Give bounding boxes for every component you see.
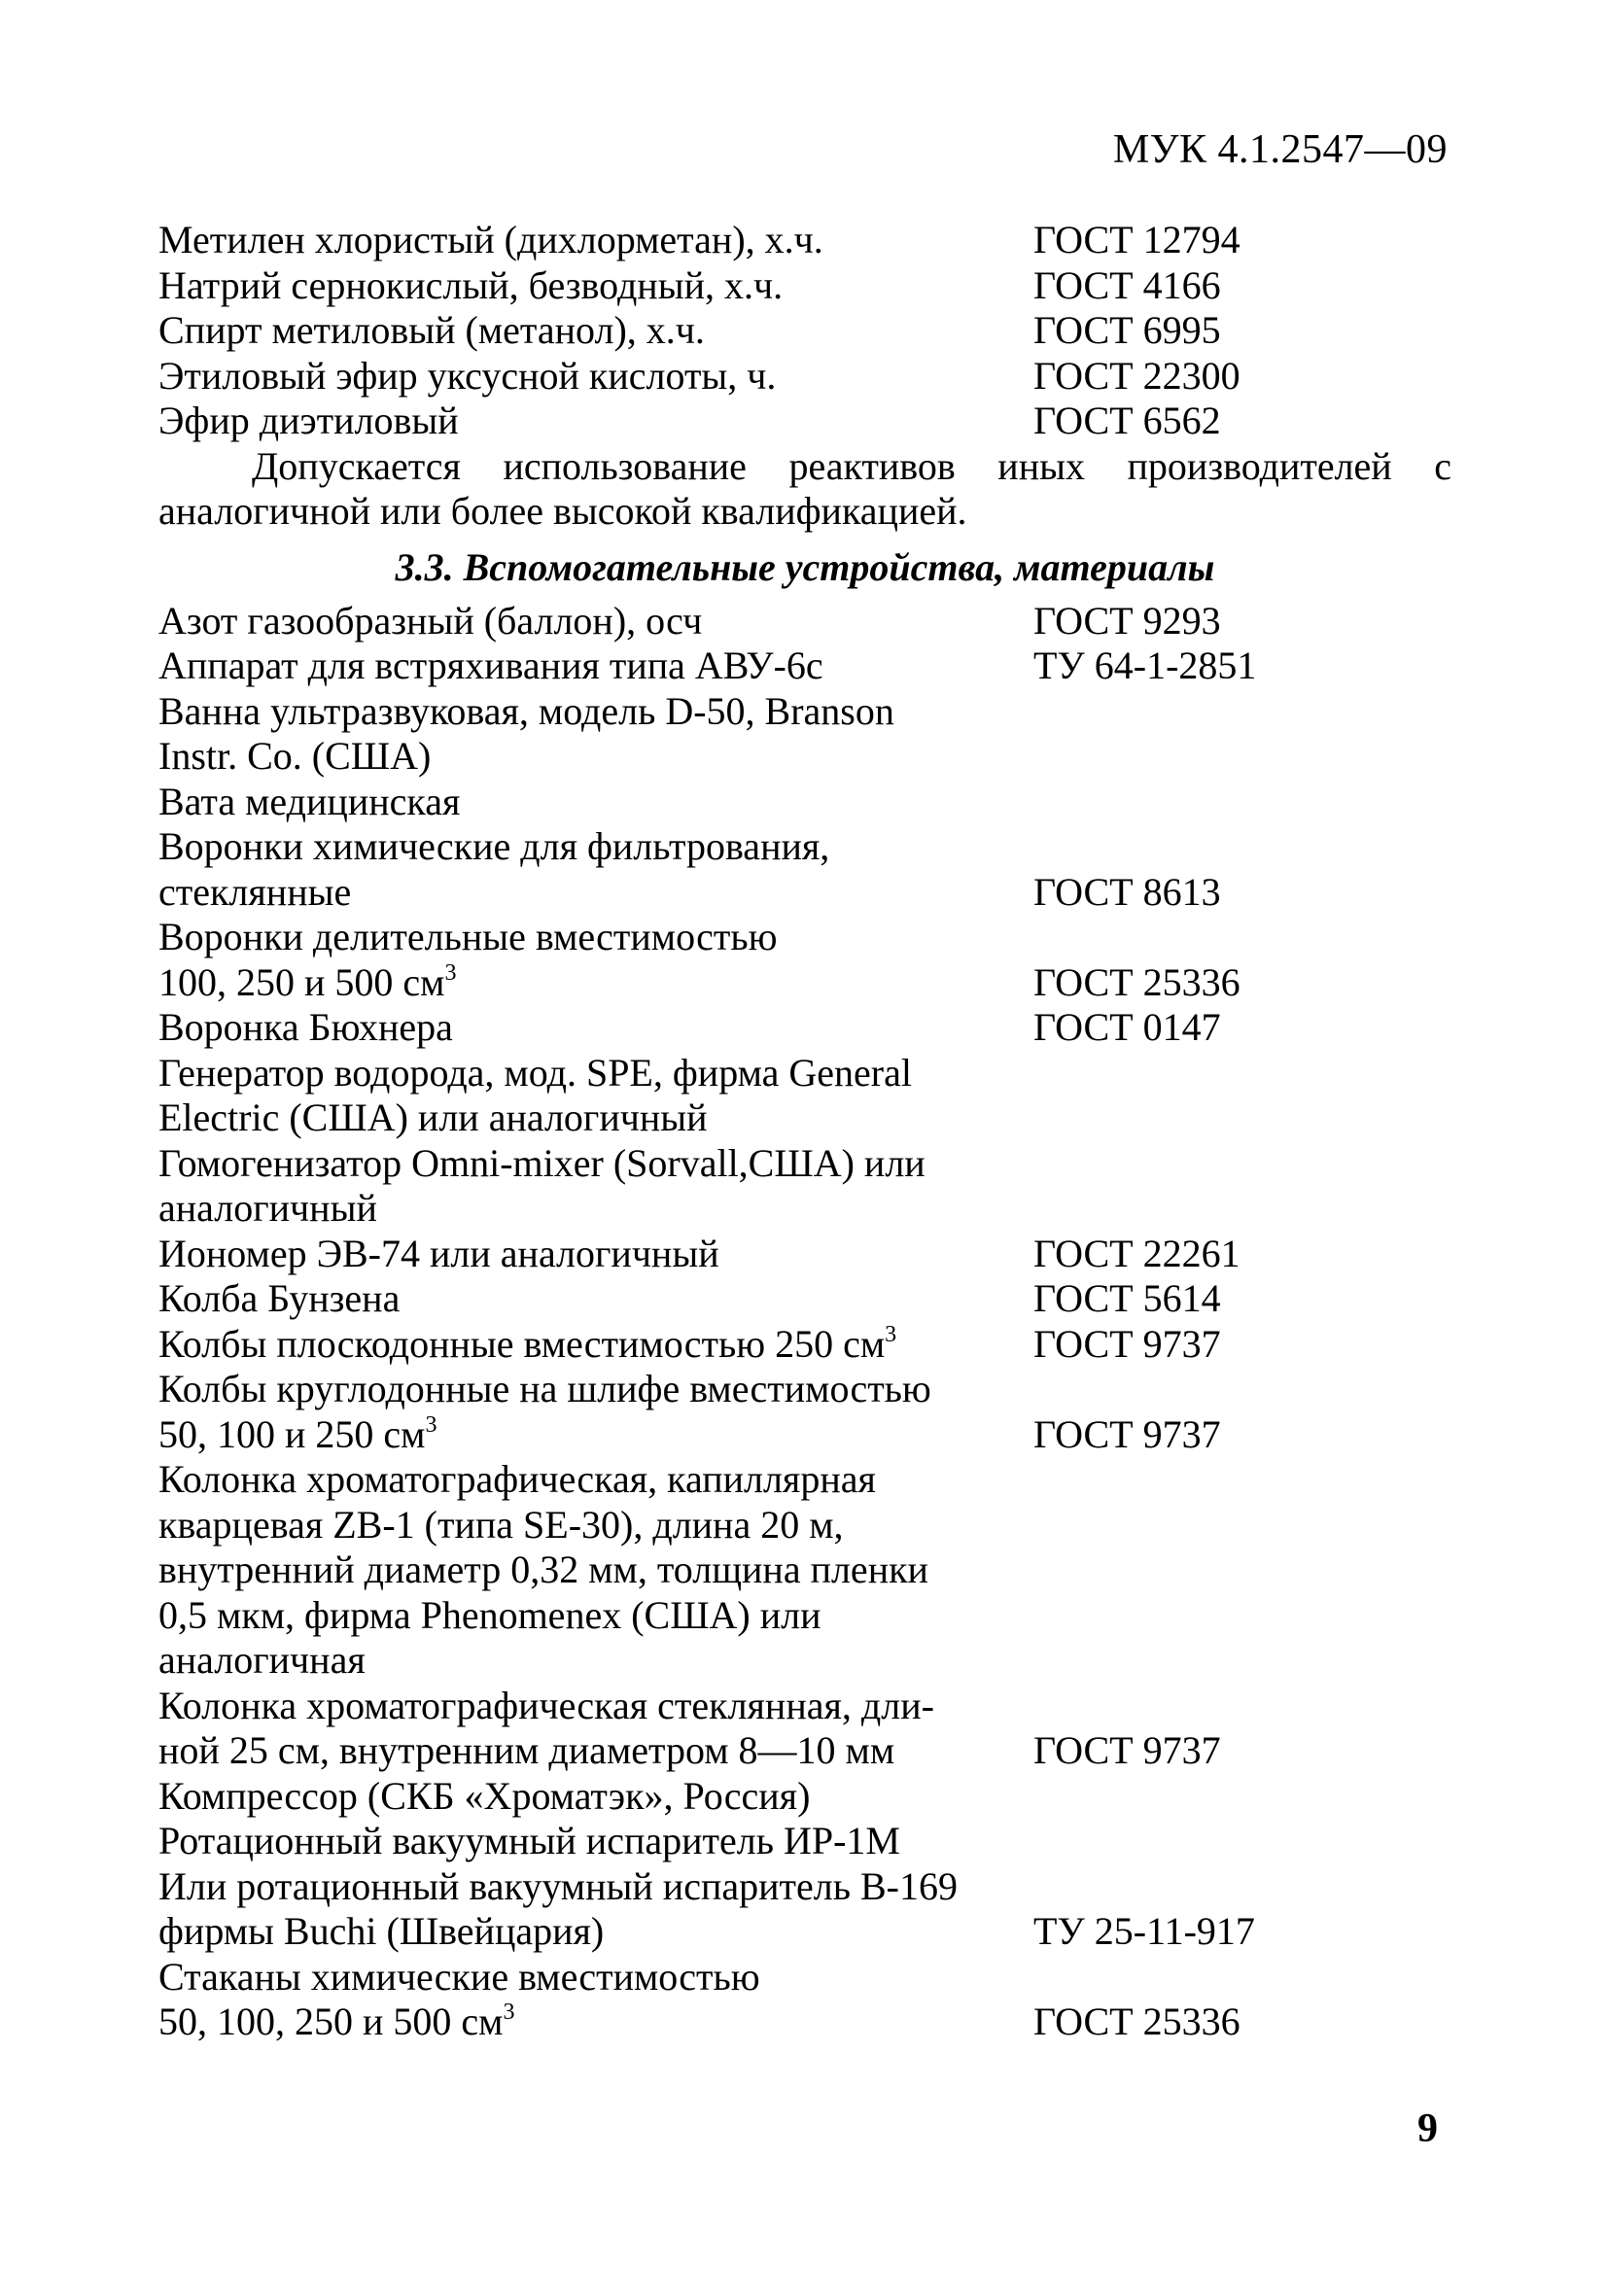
- item-name: Компрессор (СКБ «Хроматэк», Россия): [158, 1773, 811, 1818]
- unit-superscript: 3: [425, 1411, 437, 1438]
- list-item-continuation: [158, 1728, 1451, 1774]
- item-standard: ГОСТ 12794: [1033, 218, 1240, 261]
- list-item: [158, 1232, 1451, 1277]
- list-item: [158, 1005, 1451, 1051]
- list-item-continuation: [158, 960, 1451, 1006]
- item-standard: ТУ 25-11-917: [1033, 1909, 1255, 1953]
- item-name: Колонка хроматографическая стеклянная, дли-: [158, 1683, 934, 1727]
- item-name: Иономер ЭВ-74 или аналогичный: [158, 1231, 719, 1275]
- list-item: [158, 1819, 1451, 1864]
- item-name: внутренний диаметр 0,32 мм, толщина пленки: [158, 1548, 928, 1591]
- list-item: [158, 689, 1451, 735]
- item-standard: ГОСТ 25336: [1033, 959, 1240, 1004]
- list-item-continuation: [158, 1412, 1451, 1458]
- reagents-list: [158, 218, 1451, 2045]
- list-item-continuation: [158, 1548, 1451, 1593]
- item-name: фирмы Buchi (Швейцария): [158, 1909, 605, 1953]
- list-item: [158, 1322, 1451, 1368]
- item-name: Instr. Co. (США): [158, 734, 432, 778]
- item-name: Колбы круглодонные на шлифе вместимостью: [158, 1367, 931, 1410]
- item-standard: ГОСТ 6995: [1033, 308, 1221, 352]
- list-item-continuation: [158, 734, 1451, 780]
- item-name: Натрий сернокислый, безводный, х.ч.: [158, 262, 784, 307]
- list-item: [158, 780, 1451, 825]
- list-item: [158, 1684, 1451, 1729]
- list-item: [158, 824, 1451, 870]
- list-item: [158, 308, 1451, 354]
- item-name: Спирт метиловый (метанол), х.ч.: [158, 308, 705, 352]
- list-item: [158, 915, 1451, 960]
- item-standard: ТУ 64-1-2851: [1033, 644, 1257, 687]
- list-item-continuation: [158, 1593, 1451, 1639]
- item-name: аналогичный: [158, 1186, 377, 1230]
- list-item-continuation: [158, 1909, 1451, 1955]
- item-name: аналогичная: [158, 1638, 366, 1682]
- list-item: [158, 1141, 1451, 1187]
- item-standard: ГОСТ 8613: [1033, 869, 1221, 914]
- list-item: [158, 399, 1451, 444]
- list-item: [158, 1457, 1451, 1503]
- item-name: Метилен хлористый (дихлорметан), х.ч.: [158, 218, 823, 261]
- list-item: [158, 599, 1451, 644]
- item-name: кварцевая ZB-1 (типа SE-30), длина 20 м,: [158, 1502, 844, 1547]
- item-name: ной 25 см, внутренним диаметром 8—10 мм: [158, 1728, 895, 1772]
- item-name: Генератор водорода, мод. SPE, фирма General: [158, 1050, 912, 1095]
- item-name: стеклянные: [158, 869, 352, 914]
- item-name: 50, 100, 250 и 500 $см^3$: [158, 2000, 515, 2043]
- item-name: Стаканы химические вместимостью: [158, 1954, 760, 1999]
- item-standard: ГОСТ 4166: [1033, 262, 1221, 307]
- item-name: 100, 250 и 500 $см^3$: [158, 959, 457, 1004]
- list-item-continuation: [158, 1186, 1451, 1232]
- item-standard: ГОСТ 9293: [1033, 598, 1221, 643]
- item-name: Electric (США) или аналогичный: [158, 1096, 708, 1139]
- list-item-continuation: [158, 870, 1451, 916]
- document-code: МУК 4.1.2547—09: [1112, 127, 1448, 172]
- item-name: Вата медицинская: [158, 779, 461, 823]
- list-item: [158, 1276, 1451, 1322]
- item-name: 50, 100 и 250 $см^3$: [158, 1411, 437, 1456]
- list-item-continuation: [158, 1096, 1451, 1141]
- item-name: Азот газообразный (баллон), осч: [158, 598, 703, 643]
- item-name: Колба Бунзена: [158, 1276, 401, 1320]
- item-standard: ГОСТ 22300: [1033, 353, 1240, 398]
- unit-superscript: 3: [503, 2000, 515, 2025]
- item-standard: ГОСТ 9737: [1033, 1728, 1221, 1772]
- equipment-list: [158, 599, 1451, 2045]
- item-standard: ГОСТ 9737: [1033, 1321, 1221, 1366]
- item-name: Колбы плоскодонные вместимостью 250 $см^3$: [158, 1321, 897, 1366]
- item-standard: ГОСТ 9737: [1033, 1411, 1221, 1456]
- item-name: Гомогенизатор Omni-mixer (Sorvall,США) или: [158, 1140, 926, 1185]
- list-item: [158, 354, 1451, 400]
- list-item: [158, 1864, 1451, 1910]
- item-standard: ГОСТ 6562: [1033, 399, 1221, 442]
- note-paragraph: Допускается использование реактивов иных производителей с аналогичной или более высокой квалификацией.: [158, 443, 1451, 533]
- item-name: Воронки делительные вместимостью: [158, 915, 778, 958]
- item-name: Ванна ультразвуковая, модель D-50, Branson: [158, 688, 894, 733]
- list-item: [158, 218, 1451, 263]
- item-name: Воронка Бюхнера: [158, 1005, 453, 1049]
- unit-superscript: 3: [444, 959, 457, 986]
- list-item: [158, 644, 1451, 689]
- item-standard: ГОСТ 22261: [1033, 1231, 1240, 1275]
- item-standard: ГОСТ 25336: [1033, 2000, 1240, 2043]
- item-name: Эфир диэтиловый: [158, 399, 459, 442]
- list-item: [158, 1955, 1451, 2000]
- list-item: [158, 1774, 1451, 1820]
- item-name: Колонка хроматографическая, капиллярная: [158, 1457, 876, 1501]
- item-name: 0,5 мкм, фирма Phenomenex (США) или: [158, 1592, 821, 1637]
- item-standard: ГОСТ 5614: [1033, 1276, 1221, 1320]
- item-name: Воронки химические для фильтрования,: [158, 824, 830, 868]
- section-heading: 3.3. Вспомогательные устройства, материалы: [395, 544, 1215, 589]
- list-item: [158, 1051, 1451, 1096]
- item-name: Аппарат для встряхивания типа АВУ-6с: [158, 644, 823, 687]
- unit-superscript: 3: [885, 1321, 897, 1347]
- page-number: 9: [1417, 2106, 1438, 2151]
- item-standard: ГОСТ 0147: [1033, 1005, 1221, 1049]
- list-item-continuation: [158, 1503, 1451, 1548]
- list-item: [158, 263, 1451, 309]
- list-item: [158, 1367, 1451, 1412]
- list-item-continuation: [158, 2000, 1451, 2045]
- list-item-continuation: [158, 1638, 1451, 1684]
- item-name: Ротационный вакуумный испаритель ИР-1М: [158, 1819, 900, 1862]
- item-name: Или ротационный вакуумный испаритель В-169: [158, 1863, 958, 1908]
- item-name: Этиловый эфир уксусной кислоты, ч.: [158, 353, 777, 398]
